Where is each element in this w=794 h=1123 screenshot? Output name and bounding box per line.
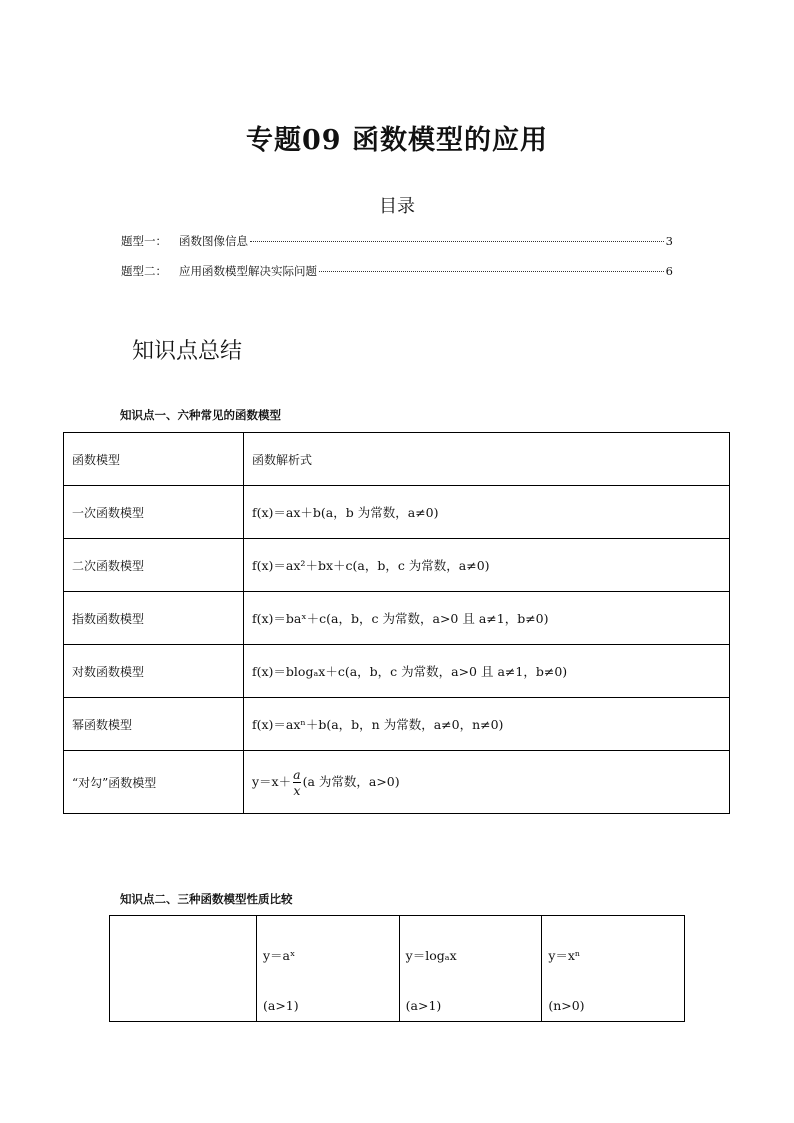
fraction-numerator: a bbox=[293, 766, 301, 782]
table-row bbox=[64, 751, 730, 814]
model-name: 一次函数模型 bbox=[64, 486, 244, 539]
toc-item-page: 3 bbox=[665, 234, 673, 248]
fraction-denominator: x bbox=[293, 782, 301, 798]
toc-item[interactable] bbox=[121, 263, 673, 279]
table-header-row bbox=[64, 433, 730, 486]
model-formula: f(x)＝blogₐx＋c(a，b，c 为常数，a>0 且 a≠1，b≠0) bbox=[244, 645, 730, 698]
comparison-formula: y＝xⁿ bbox=[548, 948, 581, 963]
comparison-formula: y＝aˣ bbox=[263, 948, 296, 963]
comparison-cell bbox=[542, 916, 685, 1022]
comparison-cell bbox=[257, 916, 400, 1022]
fraction bbox=[293, 767, 300, 798]
table-row bbox=[64, 539, 730, 592]
model-name: 对数函数模型 bbox=[64, 645, 244, 698]
table-row bbox=[64, 645, 730, 698]
comparison-formula: y＝logₐx bbox=[405, 948, 457, 963]
model-name: 指数函数模型 bbox=[64, 592, 244, 645]
toc-item-label: 题型一： bbox=[121, 234, 167, 248]
knowledge-point-1-title: 知识点一、六种常见的函数模型 bbox=[120, 408, 281, 422]
toc-item[interactable] bbox=[121, 233, 673, 249]
function-models-table bbox=[63, 432, 730, 814]
empty-cell bbox=[110, 916, 257, 1022]
model-formula: f(x)＝ax＋b(a，b 为常数，a≠0) bbox=[244, 486, 730, 539]
table-row bbox=[64, 486, 730, 539]
table-row bbox=[64, 698, 730, 751]
page-title: 专题09 函数模型的应用 bbox=[246, 125, 548, 156]
header-cell: 函数解析式 bbox=[244, 433, 730, 486]
comparison-condition: (a>1) bbox=[263, 998, 299, 1013]
knowledge-point-2-title: 知识点二、三种函数模型性质比较 bbox=[120, 892, 293, 906]
model-name: 幂函数模型 bbox=[64, 698, 244, 751]
table-row bbox=[64, 592, 730, 645]
toc-item-label: 题型二： bbox=[121, 264, 167, 278]
model-name: 二次函数模型 bbox=[64, 539, 244, 592]
comparison-table bbox=[109, 915, 685, 1022]
comparison-condition: (n>0) bbox=[548, 998, 585, 1013]
comparison-condition: (a>1) bbox=[405, 998, 442, 1013]
formula-lead: y＝x＋ bbox=[252, 773, 292, 789]
toc-item-page: 6 bbox=[665, 264, 673, 278]
model-formula: f(x)＝baˣ＋c(a，b，c 为常数，a>0 且 a≠1，b≠0) bbox=[244, 592, 730, 645]
model-formula: f(x)＝axⁿ＋b(a，b，n 为常数，a≠0，n≠0) bbox=[244, 698, 730, 751]
toc-heading: 目录 bbox=[379, 196, 415, 217]
comparison-cell bbox=[399, 916, 542, 1022]
formula-tail: (a 为常数，a>0) bbox=[302, 773, 400, 789]
toc-leader-dots bbox=[319, 271, 664, 272]
toc-item-text: 函数图像信息 bbox=[179, 234, 248, 248]
toc-leader-dots bbox=[250, 241, 664, 242]
toc-item-text: 应用函数模型解决实际问题 bbox=[179, 264, 317, 278]
model-formula: f(x)＝ax²＋bx＋c(a，b，c 为常数，a≠0) bbox=[244, 539, 730, 592]
model-name: “对勾”函数模型 bbox=[64, 751, 244, 814]
model-formula bbox=[244, 751, 730, 814]
section-title: 知识点总结 bbox=[132, 339, 243, 364]
header-cell: 函数模型 bbox=[64, 433, 244, 486]
table-row bbox=[110, 916, 685, 1022]
